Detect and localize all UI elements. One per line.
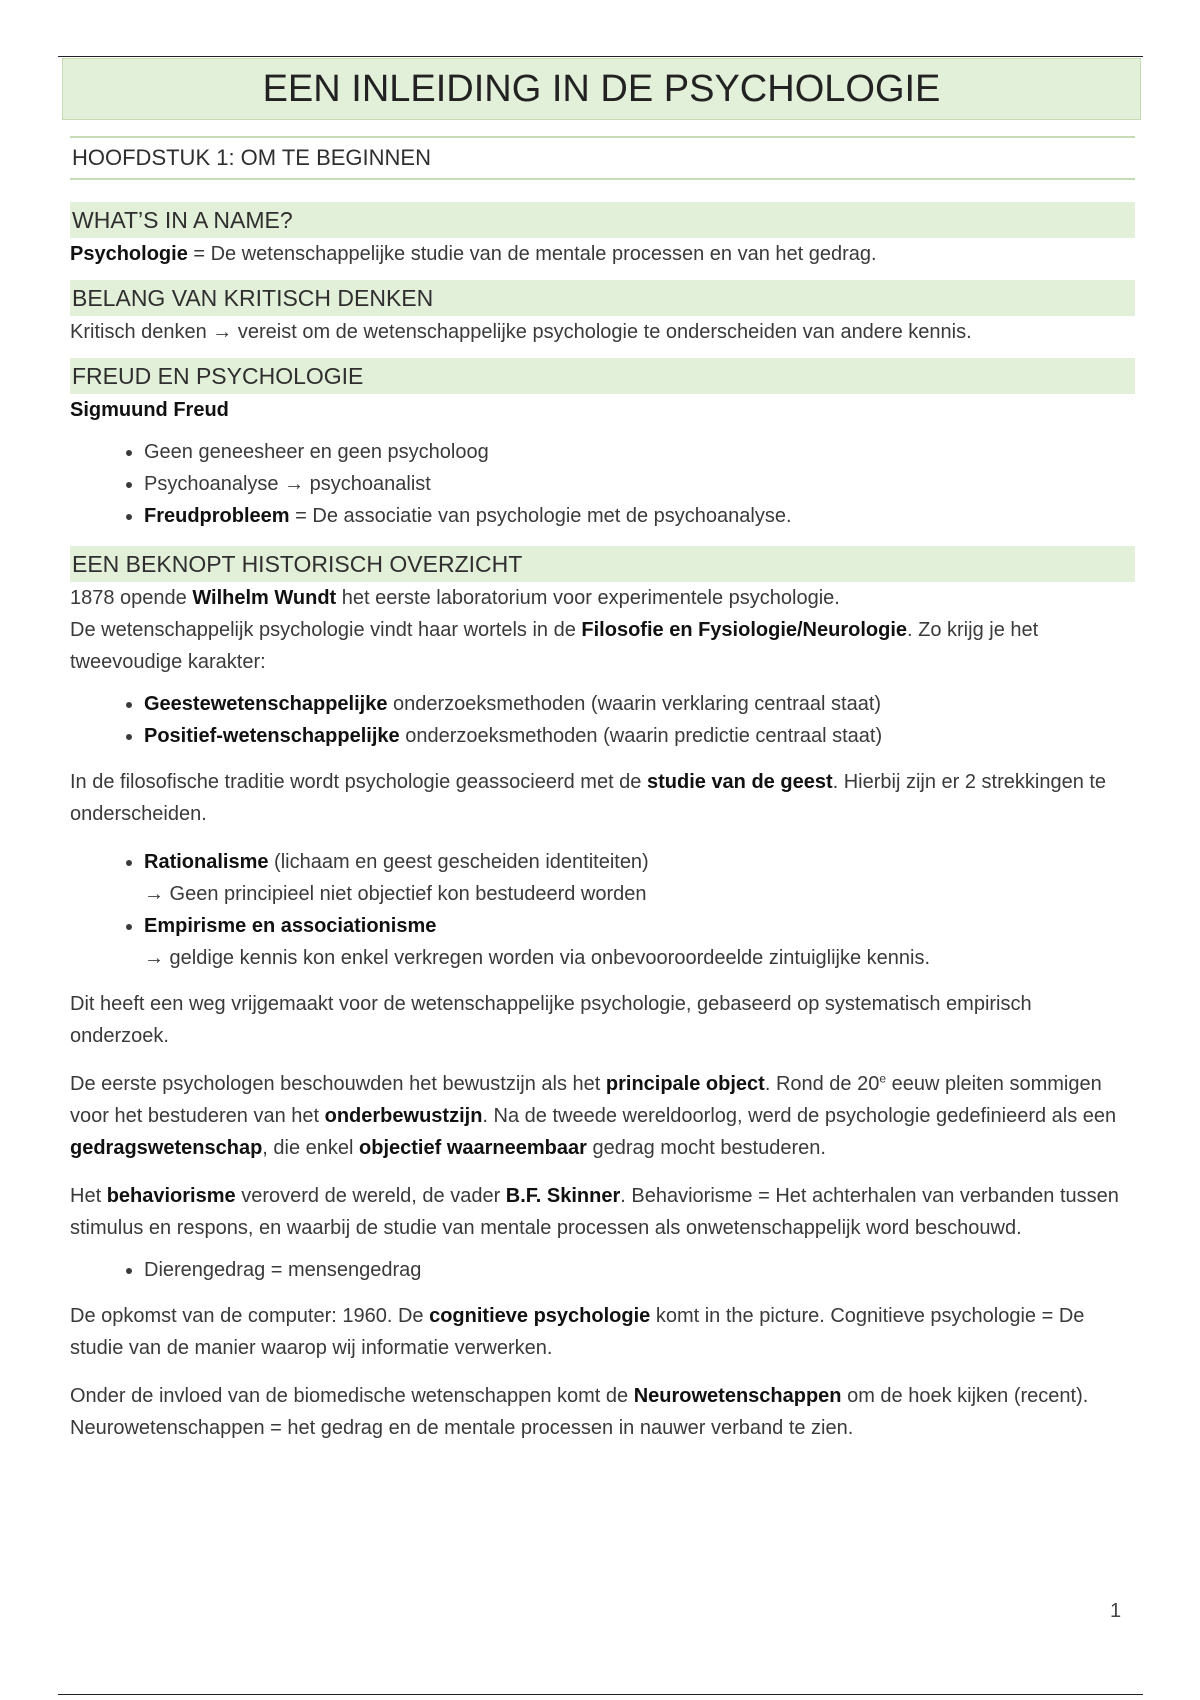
paragraph-consciousness: De eerste psychologen beschouwden het bewustzijn als het principale object. Rond de 20e eeuw pleiten sommigen voor het bestuderen van het onderbewustzijn. Na de tweede wereldoorlog, werd de psychologie gedefinieerd als een gedragswetenschap, die enkel objectief waarneembaar gedrag mocht bestuderen. [70,1071,1117,1159]
freud-list [70,436,1135,532]
list-item: • Rationalisme (lichaam en geest gescheiden identiteiten) → Geen principieel niet objectief kon bestudeerd worden [144,846,1135,910]
section-heading-historisch: EEN BEKNOPT HISTORISCH OVERZICHT [70,546,1135,582]
schools-list [70,846,1135,974]
chapter-heading: HOOFDSTUK 1: OM TE BEGINNEN [70,136,1135,180]
freud-name: Sigmuund Freud [70,399,229,421]
list-item: • Geestewetenschappelijke onderzoeksmethoden (waarin verklaring centraal staat) [144,688,1135,720]
list-item: • Geen geneesheer en geen psycholoog [144,436,1135,468]
document-title: EEN INLEIDING IN DE PSYCHOLOGIE [62,58,1141,120]
term-psychologie: Psychologie [70,243,188,265]
section-heading-freud: FREUD EN PSYCHOLOGIE [70,358,1135,394]
behaviorism-list [70,1254,1135,1286]
paragraph-philosophy: In de filosofische traditie wordt psychologie geassocieerd met de studie van de geest. Hierbij zijn er 2 strekkingen te onderscheiden. [70,771,1107,825]
paragraph-neuro: Onder de invloed van de biomedische wetenschappen komt de Neurowetenschappen om de hoek kijken (recent). Neurowetenschappen = het gedrag en de mentale processen in nauwer verband te zien. [70,1385,1089,1439]
paragraph-kritisch: Kritisch denken → vereist om de wetenschappelijke psychologie te onderscheiden van andere kennis. [70,321,972,343]
list-item: • Psychoanalyse → psychoanalist [144,468,1135,500]
bottom-rule [58,1694,1143,1695]
methods-list [70,688,1135,752]
paragraph-empirical: Dit heeft een weg vrijgemaakt voor de wetenschappelijke psychologie, gebaseerd op systematisch empirisch onderzoek. [70,993,1032,1047]
section-heading-name: WHAT’S IN A NAME? [70,202,1135,238]
paragraph-history: 1878 opende Wilhelm Wundt het eerste laboratorium voor experimentele psychologie. De wetenschappelijk psychologie vindt haar wortels in de Filosofie en Fysiologie/Neurologie. Zo krijg je het tweevoudige karakter: [70,587,1039,673]
list-item: • Freudprobleem = De associatie van psychologie met de psychoanalyse. [144,500,1135,532]
list-item: • Dierengedrag = mensengedrag [144,1254,1135,1286]
paragraph-behaviorism: Het behaviorisme veroverd de wereld, de vader B.F. Skinner. Behaviorisme = Het achterhalen van verbanden tussen stimulus en respons, en waarbij de studie van mentale processen als onwetenschappelijk word beschouwd. [70,1185,1119,1239]
page-number: 1 [1110,1600,1122,1622]
document-body [70,136,1135,1460]
paragraph-cognitive: De opkomst van de computer: 1960. De cognitieve psychologie komt in the picture. Cognitieve psychologie = De studie van de manier waarop wij informatie verwerken. [70,1305,1085,1359]
list-item: • Empirisme en associationisme → geldige kennis kon enkel verkregen worden via onbevooroordeelde zintuiglijke kennis. [144,910,1135,974]
paragraph-definition: Psychologie = De wetenschappelijke studie van de mentale processen en van het gedrag. [70,243,877,265]
top-rule [58,56,1143,57]
list-item: • Positief-wetenschappelijke onderzoeksmethoden (waarin predictie centraal staat) [144,720,1135,752]
section-heading-kritisch: BELANG VAN KRITISCH DENKEN [70,280,1135,316]
